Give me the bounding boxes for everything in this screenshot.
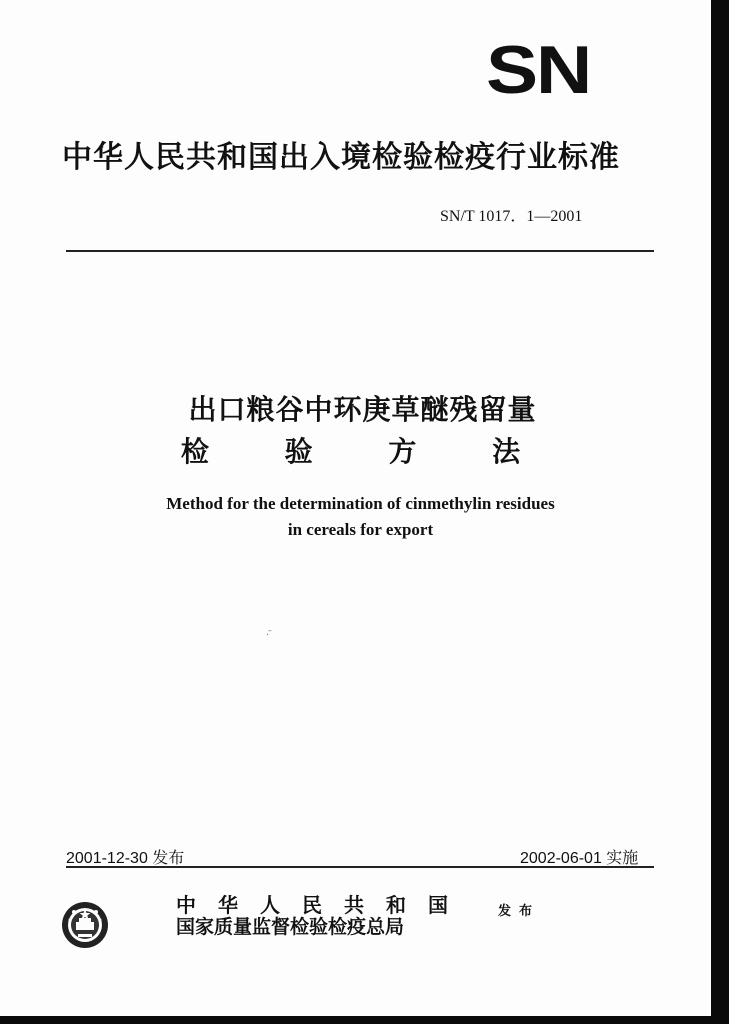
scan-border-bottom — [0, 1016, 729, 1024]
issuer-line-1: 中华人民共和国 — [176, 893, 470, 917]
title-english-line-2: in cereals for export — [287, 520, 434, 539]
sn-logo: SN — [486, 32, 591, 108]
top-divider — [66, 250, 654, 252]
national-emblem-icon — [60, 900, 110, 950]
issue-label: 发布 — [498, 904, 541, 919]
title-chinese-line-2: 检 验 方 法 — [180, 435, 545, 468]
issuer-line-2: 国家质量监督检验检疫总局 — [176, 916, 405, 938]
agency-title: 中华人民共和国出入境检验检疫行业标准 — [62, 140, 620, 175]
title-english-line-1: Method for the determination of cinmethylin residues — [166, 494, 555, 513]
scan-speck: · ̄ — [266, 630, 273, 641]
bottom-divider — [66, 866, 654, 868]
standard-number: SN/T 1017．1—2001 — [440, 208, 583, 225]
scan-border-right — [711, 0, 729, 1024]
issue-date: 2001-12-30 发布 — [66, 850, 185, 867]
implementation-date: 2002-06-01 实施 — [520, 850, 639, 867]
title-chinese-line-1: 出口粮谷中环庚草醚残留量 — [188, 393, 537, 426]
